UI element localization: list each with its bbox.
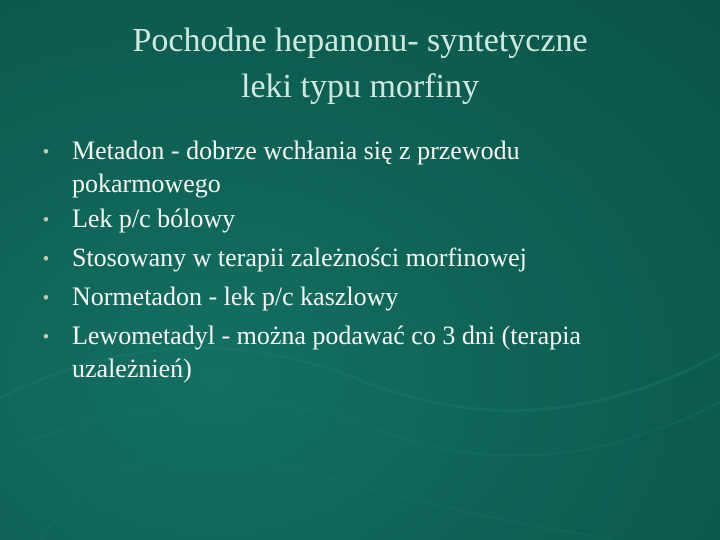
bullet-item-4 xyxy=(20,280,700,317)
slide-title-line-1: Pochodne hepanonu- syntetyczne xyxy=(132,22,588,59)
bullet-item-1 xyxy=(20,134,700,200)
bullet-text-3: Stosowany w terapii zależności morfinowej xyxy=(72,243,527,272)
bullet-item-3 xyxy=(20,241,700,278)
bullet-dot-icon: • xyxy=(42,249,50,270)
bullet-dot-icon: • xyxy=(42,210,50,231)
bullet-dot-icon: • xyxy=(42,288,50,309)
bullet-text-2: Lek p/c bólowy xyxy=(72,204,236,233)
bullet-item-5 xyxy=(20,319,700,385)
bullet-item-2 xyxy=(20,202,700,239)
slide-title xyxy=(40,18,680,110)
bullet-dot-icon: • xyxy=(42,142,50,163)
bullet-dot-icon: • xyxy=(42,327,50,348)
bullet-text-4: Normetadon - lek p/c kaszlowy xyxy=(72,282,399,311)
bullet-text-1: Metadon - dobrze wchłania się z przewodu pokarmowego xyxy=(72,136,520,198)
bullet-text-5: Lewometadyl - można podawać co 3 dni (terapia uzależnień) xyxy=(72,321,581,383)
slide-title-line-2: leki typu morfiny xyxy=(241,68,479,105)
bullet-list xyxy=(20,134,700,387)
